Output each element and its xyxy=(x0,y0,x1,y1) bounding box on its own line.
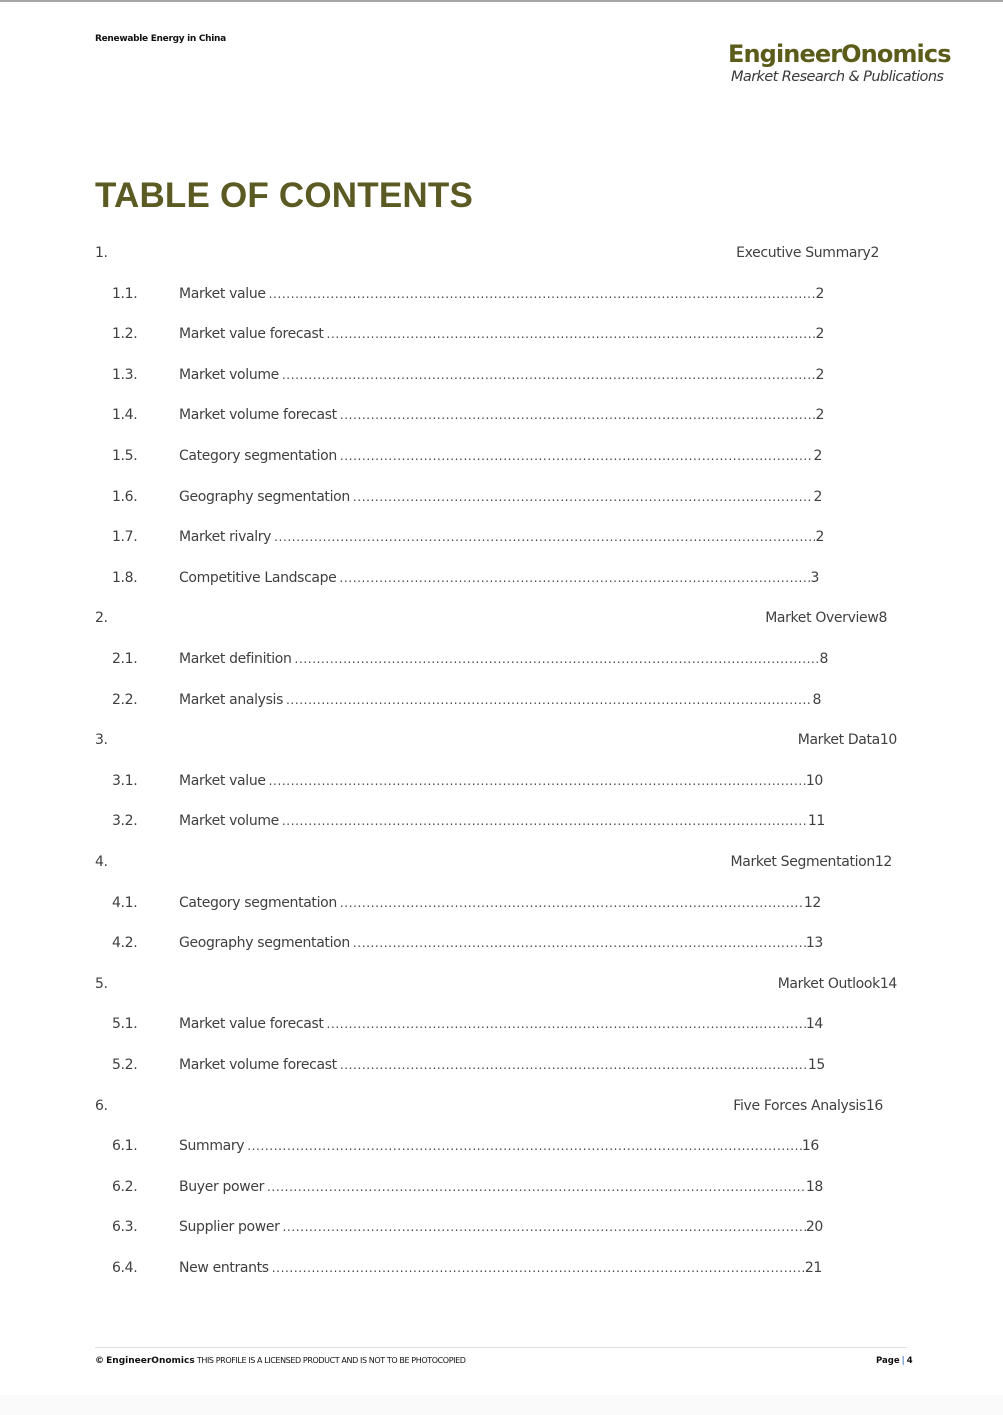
section-title-label: Market Segmentation xyxy=(730,854,875,870)
subsection-number: 6.1. xyxy=(112,1138,138,1155)
section-title xyxy=(778,976,897,992)
company-logo xyxy=(728,40,958,86)
toc-subsection-entry[interactable] xyxy=(0,529,1003,551)
subsection-number: 2.2. xyxy=(112,691,138,708)
dot-leader xyxy=(282,368,816,382)
subsection-number: 4.1. xyxy=(112,894,138,911)
subsection-label: Market volume forecast xyxy=(179,407,337,424)
subsection-label: Market volume forecast xyxy=(179,1057,337,1073)
section-number: 3. xyxy=(95,732,108,749)
subsection-page-number: 12 xyxy=(803,894,821,911)
subsection-page-number: 2 xyxy=(815,326,824,343)
dot-leader xyxy=(340,1058,808,1072)
subsection-number: 1.3. xyxy=(112,366,138,383)
toc-subsection-entry[interactable] xyxy=(0,773,1003,795)
toc-subsection-entry[interactable] xyxy=(0,286,1003,308)
toc-subsection-entry[interactable] xyxy=(0,935,1003,957)
dot-leader xyxy=(269,287,816,301)
subsection-label: Market value forecast xyxy=(179,326,324,343)
toc-subsection-entry[interactable] xyxy=(0,367,1003,389)
subsection-line xyxy=(179,570,819,586)
section-title xyxy=(765,610,887,626)
subsection-line xyxy=(179,286,824,302)
toc-section-entry[interactable] xyxy=(0,732,1003,754)
toc-subsection-entry[interactable] xyxy=(0,651,1003,673)
toc-subsection-entry[interactable] xyxy=(0,1260,1003,1282)
toc-subsection-entry[interactable] xyxy=(0,692,1003,714)
dot-leader xyxy=(295,652,820,666)
subsection-label: Geography segmentation xyxy=(179,935,350,952)
subsection-label: Summary xyxy=(179,1138,245,1155)
subsection-number: 5.1. xyxy=(112,1016,138,1033)
page-label: Page xyxy=(876,1356,900,1366)
dot-leader xyxy=(283,1220,806,1234)
subsection-line xyxy=(179,813,825,829)
subsection-line xyxy=(179,448,822,464)
toc-section-entry[interactable] xyxy=(0,854,1003,876)
subsection-label: Geography segmentation xyxy=(179,488,350,505)
subsection-number: 1.1. xyxy=(112,285,138,302)
subsection-label: New entrants xyxy=(179,1260,269,1276)
toc-section-entry[interactable] xyxy=(0,1098,1003,1120)
footer-license-text: THIS PROFILE IS A LICENSED PRODUCT AND IS NOT TO BE PHOTOCOPIED xyxy=(196,1356,466,1365)
subsection-line xyxy=(179,773,823,789)
dot-leader xyxy=(353,490,814,504)
subsection-page-number: 18 xyxy=(805,1178,823,1195)
section-title xyxy=(736,245,879,261)
subsection-line xyxy=(179,367,824,383)
subsection-number: 6.4. xyxy=(112,1260,138,1276)
dot-leader xyxy=(327,327,816,341)
page-number: 4 xyxy=(906,1356,913,1366)
footer-brand: EngineerOnomics xyxy=(106,1356,195,1366)
section-page-number: 14 xyxy=(879,975,897,992)
section-number: 6. xyxy=(95,1097,108,1114)
subsection-label: Buyer power xyxy=(179,1178,265,1195)
section-page-number: 12 xyxy=(874,854,892,870)
subsection-line xyxy=(179,895,821,911)
dot-leader xyxy=(340,408,816,422)
subsection-line xyxy=(179,692,821,708)
subsection-page-number: 8 xyxy=(819,651,828,667)
subsection-line xyxy=(179,489,822,505)
toc-subsection-entry[interactable] xyxy=(0,1057,1003,1079)
section-title xyxy=(798,732,897,748)
section-title-label: Executive Summary xyxy=(736,245,871,261)
subsection-label: Supplier power xyxy=(179,1219,280,1236)
toc-subsection-entry[interactable] xyxy=(0,1219,1003,1241)
subsection-page-number: 13 xyxy=(805,935,823,952)
subsection-page-number: 2 xyxy=(813,488,822,505)
subsection-label: Market value forecast xyxy=(179,1016,324,1033)
subsection-number: 1.2. xyxy=(112,326,138,343)
subsection-label: Market volume xyxy=(179,813,279,830)
toc-subsection-entry[interactable] xyxy=(0,326,1003,348)
dot-leader xyxy=(353,936,806,950)
dot-leader xyxy=(286,693,812,707)
section-number: 1. xyxy=(95,245,108,261)
toc-subsection-entry[interactable] xyxy=(0,448,1003,470)
subsection-page-number: 8 xyxy=(812,691,821,708)
section-page-number: 8 xyxy=(878,610,887,627)
page-separator: | xyxy=(901,1356,905,1366)
page-top-border xyxy=(0,0,1003,2)
section-number: 2. xyxy=(95,610,108,627)
dot-leader xyxy=(339,571,810,585)
subsection-line xyxy=(179,1016,823,1032)
footer-notice xyxy=(95,1356,466,1366)
subsection-page-number: 2 xyxy=(815,366,824,383)
toc-subsection-entry[interactable] xyxy=(0,1179,1003,1201)
subsection-label: Market rivalry xyxy=(179,529,272,546)
subsection-number: 3.2. xyxy=(112,813,138,830)
page-number-block xyxy=(876,1356,913,1366)
subsection-label: Category segmentation xyxy=(179,894,337,911)
page-bottom-margin xyxy=(0,1395,1003,1415)
subsection-number: 1.8. xyxy=(112,569,138,586)
toc-subsection-entry[interactable] xyxy=(0,1016,1003,1038)
section-page-number: 10 xyxy=(879,732,897,749)
toc-section-entry[interactable] xyxy=(0,245,1003,267)
page-title: TABLE OF CONTENTS xyxy=(95,176,474,215)
section-number: 4. xyxy=(95,854,108,870)
dot-leader xyxy=(340,449,814,463)
subsection-page-number: 2 xyxy=(815,529,824,546)
subsection-number: 4.2. xyxy=(112,935,138,952)
subsection-label: Market definition xyxy=(179,651,292,667)
subsection-number: 1.7. xyxy=(112,529,138,546)
subsection-label: Market analysis xyxy=(179,691,284,708)
subsection-number: 5.2. xyxy=(112,1057,138,1073)
subsection-page-number: 16 xyxy=(801,1138,819,1155)
section-number: 5. xyxy=(95,975,108,992)
toc-subsection-entry[interactable] xyxy=(0,489,1003,511)
subsection-number: 1.6. xyxy=(112,488,138,505)
subsection-line xyxy=(179,1260,822,1276)
section-title xyxy=(731,854,892,870)
dot-leader xyxy=(267,1180,806,1194)
toc-subsection-entry[interactable] xyxy=(0,813,1003,835)
dot-leader xyxy=(274,530,815,544)
dot-leader xyxy=(272,1261,805,1275)
subsection-page-number: 10 xyxy=(805,772,823,789)
subsection-label: Category segmentation xyxy=(179,448,337,464)
subsection-line xyxy=(179,1179,823,1195)
subsection-line xyxy=(179,651,828,667)
subsection-line xyxy=(179,407,824,423)
logo-name: EngineerOnomics xyxy=(728,40,951,68)
subsection-number: 1.4. xyxy=(112,407,138,424)
subsection-number: 3.1. xyxy=(112,772,138,789)
toc-subsection-entry[interactable] xyxy=(0,895,1003,917)
toc-subsection-entry[interactable] xyxy=(0,570,1003,592)
section-title-label: Five Forces Analysis xyxy=(733,1097,866,1114)
subsection-page-number: 2 xyxy=(815,285,824,302)
subsection-line xyxy=(179,935,823,951)
footer-divider xyxy=(95,1347,907,1348)
subsection-page-number: 15 xyxy=(807,1057,825,1073)
dot-leader xyxy=(340,896,804,910)
subsection-label: Market volume xyxy=(179,366,279,383)
subsection-line xyxy=(179,529,824,545)
subsection-line xyxy=(179,1219,823,1235)
section-title-label: Market Outlook xyxy=(777,975,880,992)
subsection-line xyxy=(179,326,824,342)
subsection-page-number: 11 xyxy=(807,813,825,830)
toc-section-entry[interactable] xyxy=(0,976,1003,998)
toc-subsection-entry[interactable] xyxy=(0,1138,1003,1160)
toc-section-entry[interactable] xyxy=(0,610,1003,632)
dot-leader xyxy=(327,1017,806,1031)
subsection-page-number: 14 xyxy=(805,1016,823,1033)
section-title-label: Market Data xyxy=(797,732,880,749)
subsection-label: Market value xyxy=(179,772,266,789)
subsection-number: 2.1. xyxy=(112,651,138,667)
subsection-label: Market value xyxy=(179,285,266,302)
dot-leader xyxy=(269,774,806,788)
running-header-title: Renewable Energy in China xyxy=(95,34,226,44)
dot-leader xyxy=(247,1139,802,1153)
subsection-page-number: 21 xyxy=(804,1260,822,1276)
logo-tagline: Market Research & Publications xyxy=(731,69,944,85)
section-page-number: 2 xyxy=(870,245,879,261)
copyright-symbol: © xyxy=(95,1356,104,1366)
subsection-line xyxy=(179,1057,825,1073)
subsection-page-number: 20 xyxy=(805,1219,823,1236)
section-title-label: Market Overview xyxy=(765,610,879,627)
toc-subsection-entry[interactable] xyxy=(0,407,1003,429)
subsection-label: Competitive Landscape xyxy=(179,569,337,586)
dot-leader xyxy=(282,814,808,828)
section-title xyxy=(733,1098,883,1114)
subsection-page-number: 2 xyxy=(815,407,824,424)
subsection-number: 1.5. xyxy=(112,448,138,464)
subsection-page-number: 3 xyxy=(810,569,819,586)
section-page-number: 16 xyxy=(865,1097,883,1114)
subsection-line xyxy=(179,1138,819,1154)
subsection-page-number: 2 xyxy=(813,448,822,464)
subsection-number: 6.2. xyxy=(112,1178,138,1195)
subsection-number: 6.3. xyxy=(112,1219,138,1236)
